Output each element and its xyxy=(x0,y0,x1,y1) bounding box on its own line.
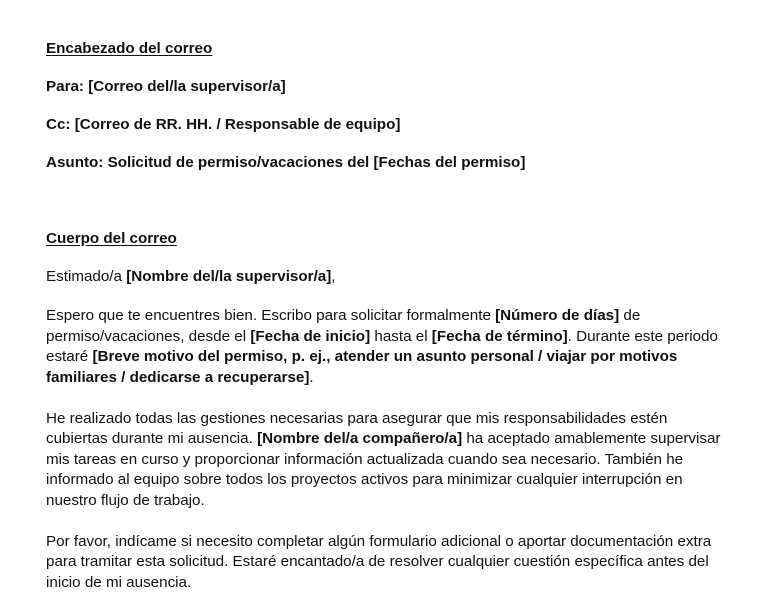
greeting-prefix: Estimado/a xyxy=(46,268,127,285)
reason-placeholder: [Breve motivo del permiso, p. ej., atender un asunto personal / viajar por motivos familiares / dedicarse a recuperarse] xyxy=(46,348,678,386)
paragraph-closing: Por favor, indícame si necesito completar algún formulario adicional o aportar documentación extra para tramitar esta solicitud. Estaré encantado/a de resolver cualquier cuestión específica antes del inicio de mi ausencia. xyxy=(46,532,712,591)
paragraph-coverage xyxy=(46,409,726,512)
start-date-placeholder: [Fecha de inicio] xyxy=(250,327,371,345)
p1-text-4: . Durante este periodo estaré xyxy=(46,327,718,365)
p1-text-1: Espero que te encuentres bien. Escribo para solicitar formalmente xyxy=(46,307,496,324)
paragraph-request xyxy=(46,306,726,388)
p2-text-2: ha aceptado amablemente supervisar mis tareas en curso y proporcionar información actualizada cuando sea necesario. También he informado al equipo sobre todos los proyectos activos para minimizar cualquier interrupción en nuestro flujo de trabajo. xyxy=(46,430,721,509)
to-line: Para: [Correo del/la supervisor/a] xyxy=(46,78,286,95)
p1-text-3: hasta el xyxy=(370,327,432,345)
p2-text-1: He realizado todas las gestiones necesarias para asegurar que mis responsabilidades estén cubiertas durante mi ausencia. xyxy=(46,409,668,447)
end-date-placeholder: [Fecha de término] xyxy=(431,327,568,345)
header-section-title: Encabezado del correo xyxy=(46,40,213,57)
p1-text-5: . xyxy=(309,368,314,386)
email-template-document xyxy=(46,40,726,593)
colleague-name-placeholder: [Nombre del/a compañero/a] xyxy=(257,430,463,447)
greeting-suffix: , xyxy=(331,268,336,285)
days-placeholder: [Número de días] xyxy=(495,307,620,324)
p1-text-2: de permiso/vacaciones, desde el xyxy=(46,307,641,345)
subject-line: Asunto: Solicitud de permiso/vacaciones del [Fechas del permiso] xyxy=(46,154,526,171)
body-section-title: Cuerpo del correo xyxy=(46,230,177,247)
greeting xyxy=(46,268,726,286)
cc-line: Cc: [Correo de RR. HH. / Responsable de equipo] xyxy=(46,116,401,133)
supervisor-name-placeholder: [Nombre del/la supervisor/a] xyxy=(126,268,332,285)
